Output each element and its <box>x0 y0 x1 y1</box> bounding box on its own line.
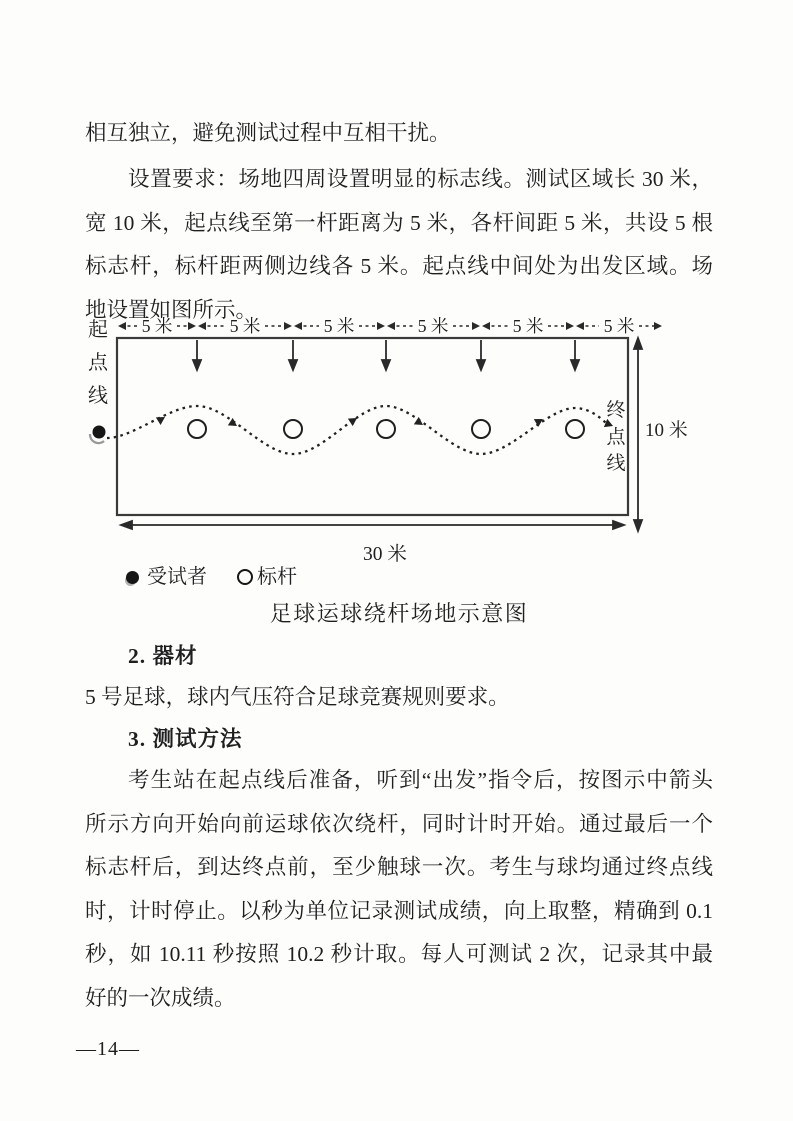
heading-equipment: 2. 器材 <box>128 644 198 668</box>
pole-icon <box>377 420 395 438</box>
width-dimension <box>634 338 642 531</box>
text-line: 标志杆后，到达终点前，至少触球一次。考生与球均通过终点线 <box>85 855 713 879</box>
text-line: 5 号足球，球内气压符合足球竞赛规则要求。 <box>85 685 510 709</box>
dim-label-5m: 5 米 <box>229 316 261 336</box>
page-number: —14— <box>76 1038 140 1060</box>
text-line: 设置要求：场地四周设置明显的标志线。测试区域长 30 米， <box>128 167 713 191</box>
dribble-path <box>107 406 607 454</box>
subject-icon <box>90 426 106 444</box>
length-dimension-label: 30 米 <box>363 544 407 565</box>
marker-poles <box>188 420 584 438</box>
length-dimension <box>121 521 624 529</box>
text-line: 考生站在起点线后准备，听到“出发”指令后，按图示中箭头 <box>128 768 713 792</box>
text-line: 宽 10 米，起点线至第一杆距离为 5 米，各杆间距 5 米，共设 5 根 <box>85 210 713 235</box>
dim-label-5m: 5 米 <box>323 316 355 336</box>
subject-legend-icon <box>126 571 139 584</box>
pole-legend-icon <box>237 569 253 585</box>
text-line: 好的一次成绩。 <box>85 985 236 1010</box>
text-line: 秒，如 10.11 秒按照 10.2 秒计取。每人可测试 2 次，记录其中最 <box>85 942 713 966</box>
dim-label-5m: 5 米 <box>417 316 449 336</box>
paragraph-intro <box>85 112 713 156</box>
pole-icon <box>188 420 206 438</box>
width-dimension-label: 10 米 <box>645 420 688 441</box>
dimension-arrowheads <box>118 322 662 330</box>
text-line: 标志杆，标杆距两侧边线各 5 米。起点线中间处为出发区域。场 <box>85 254 713 278</box>
text-line: 所示方向开始向前运球依次绕杆，同时计时开始。通过最后一个 <box>85 811 713 836</box>
legend-pole-label: 标杆 <box>257 566 297 588</box>
legend-subject-label: 受试者 <box>147 566 207 588</box>
pole-icon <box>284 420 302 438</box>
figure-caption: 足球运球绕杆场地示意图 <box>269 601 529 626</box>
start-line-label: 起点线 <box>88 319 108 407</box>
dim-label-5m: 5 米 <box>603 316 635 336</box>
paragraph-method <box>85 759 713 1020</box>
pole-position-arrows <box>193 340 579 370</box>
text-line: 相互独立，避免测试过程中互相干扰。 <box>85 121 451 145</box>
text-line: 时，计时停止。以秒为单位记录测试成绩，向上取整，精确到 0.1 <box>85 898 713 923</box>
paragraph-setup-requirements <box>85 158 713 332</box>
field-diagram <box>85 312 745 572</box>
pole-icon <box>566 420 584 438</box>
pole-icon <box>472 420 490 438</box>
dim-label-5m: 5 米 <box>512 316 544 336</box>
heading-method: 3. 测试方法 <box>128 727 243 751</box>
text-line: 地设置如图所示。 <box>85 297 258 322</box>
diagram-legend <box>126 564 297 590</box>
dim-label-5m: 5 米 <box>141 316 173 336</box>
finish-line-label: 终点线 <box>606 400 626 474</box>
paragraph-equipment <box>85 676 713 720</box>
